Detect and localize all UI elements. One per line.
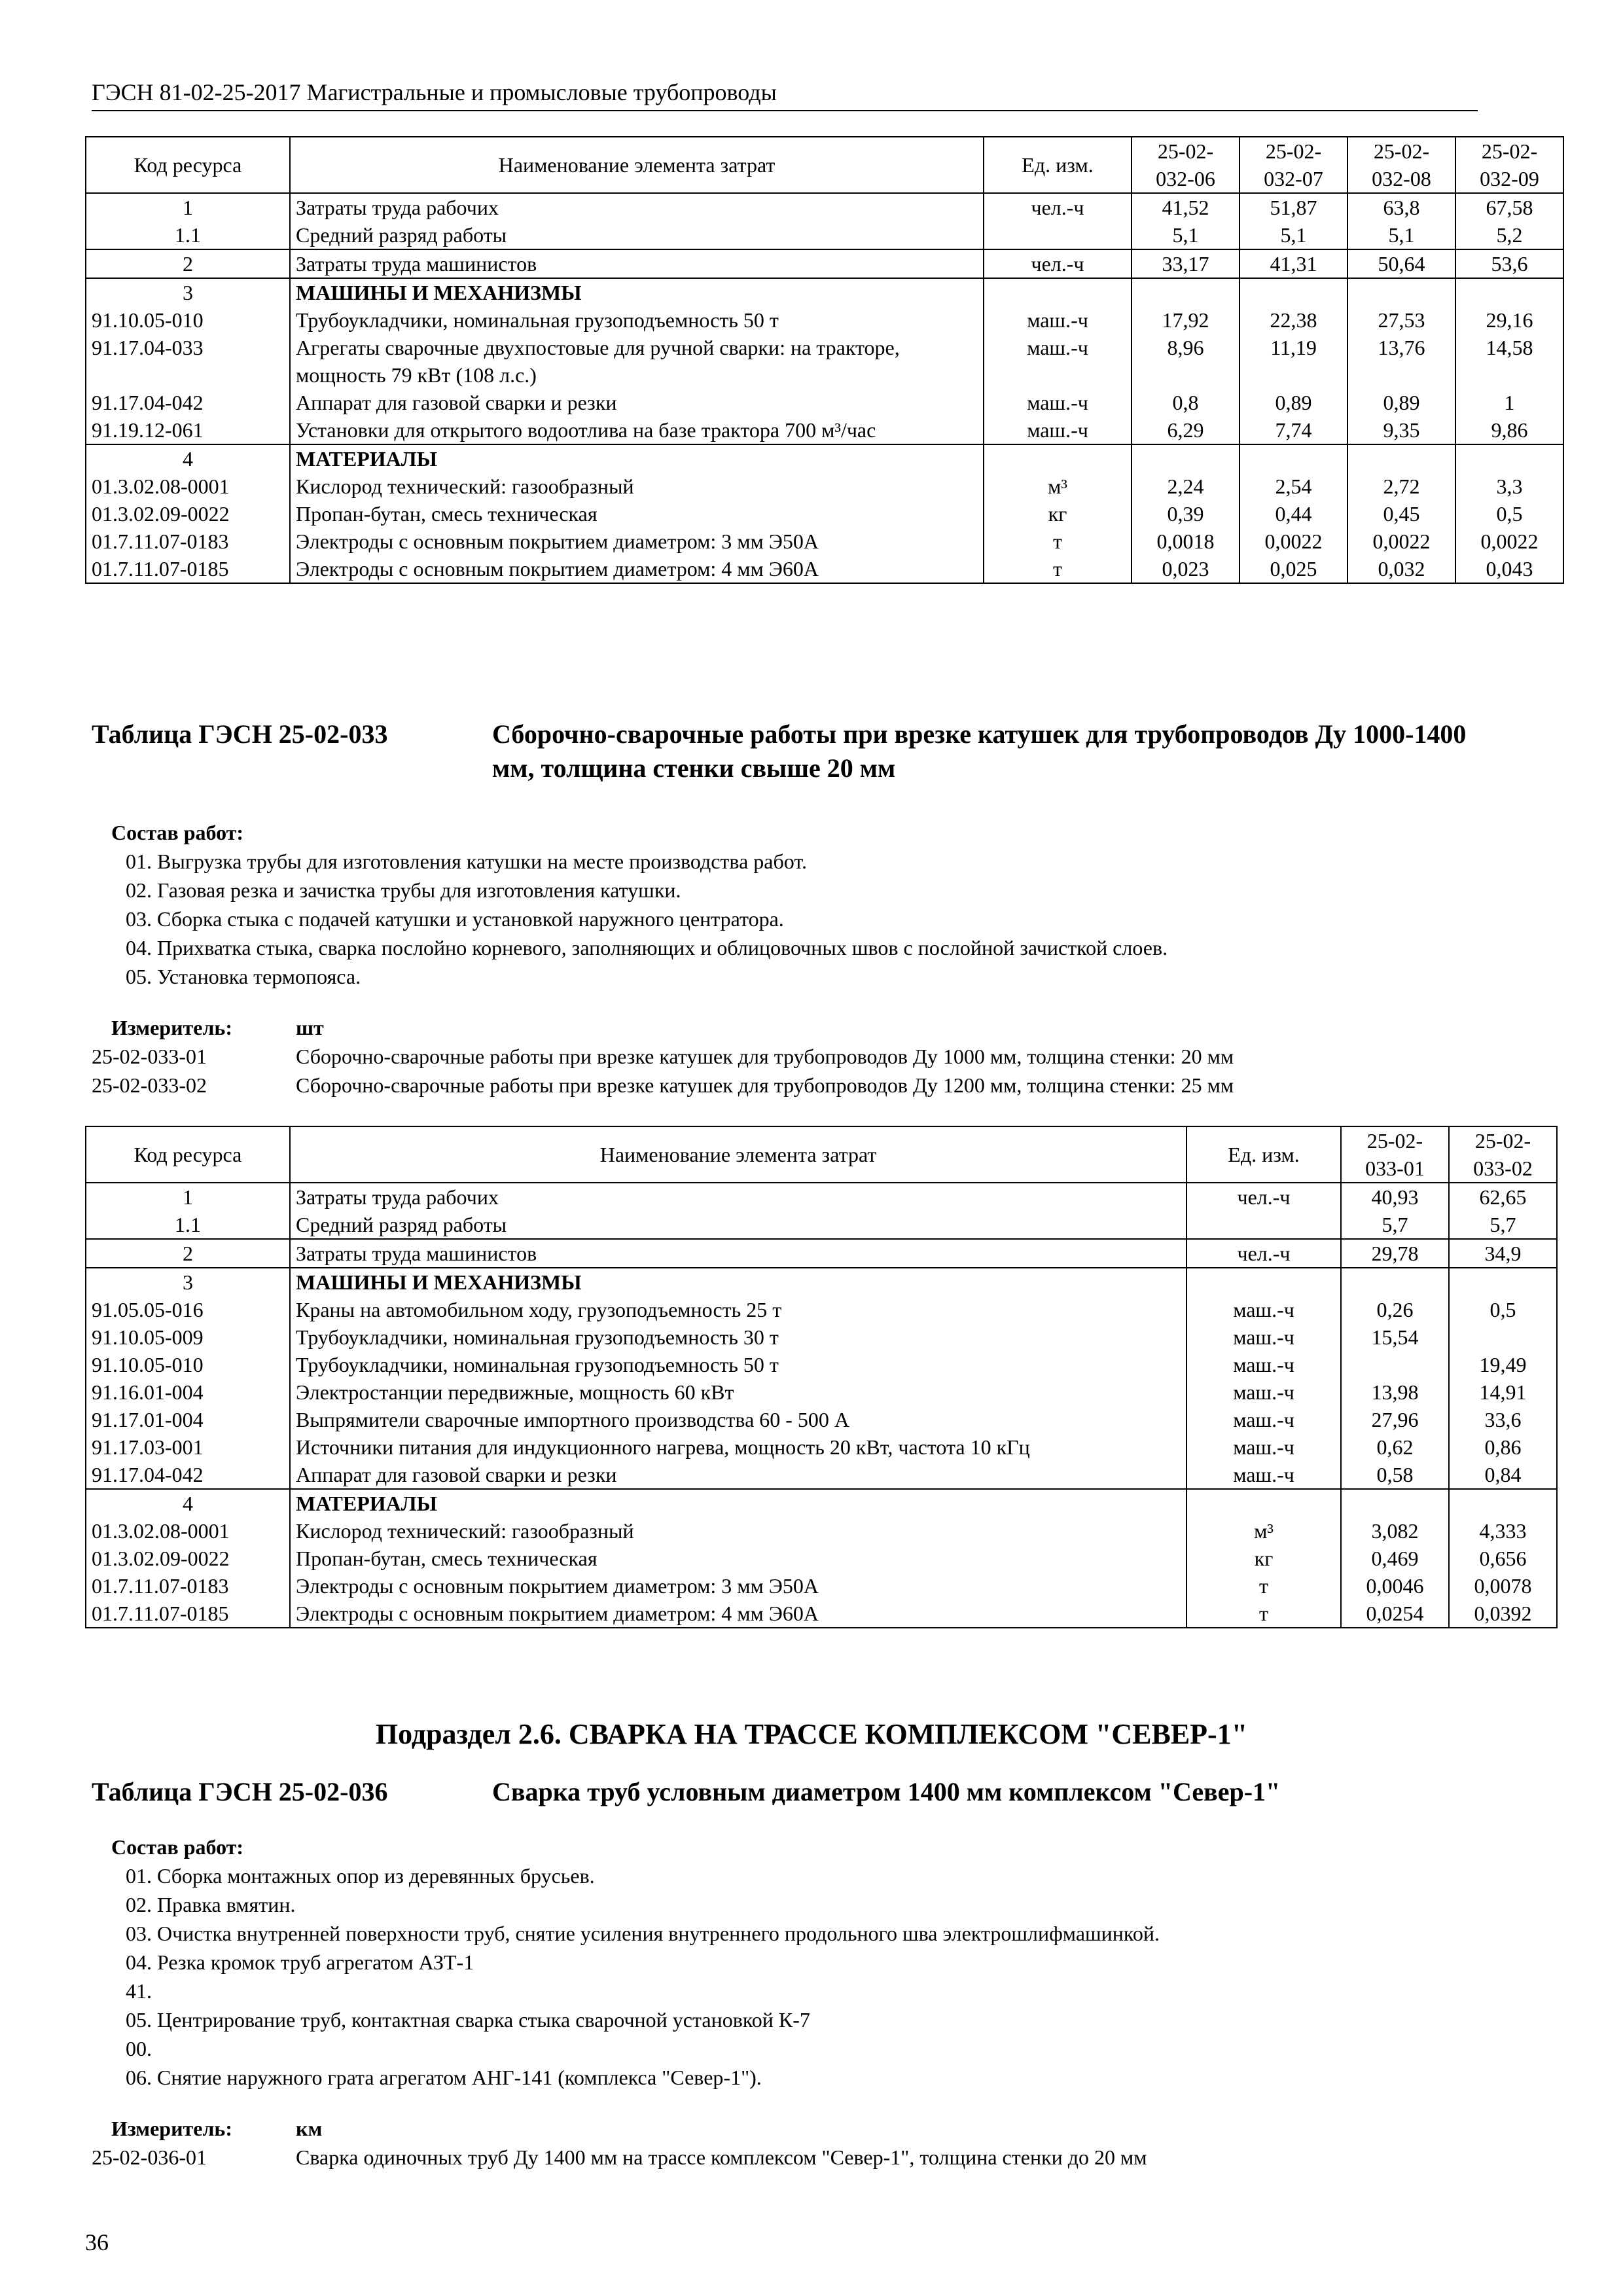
table-header (86, 1126, 1557, 1183)
value-cell: 0,0022 (1240, 528, 1347, 555)
cost-element-name: Электроды с основным покрытием диаметром: 4 мм Э60А (290, 555, 984, 583)
resource-code: 2 (86, 1239, 290, 1268)
table-row (86, 1545, 1557, 1572)
resource-code: 91.10.05-010 (86, 306, 290, 334)
table-row (86, 1406, 1557, 1433)
work-item: 05. Центрирование труб, контактная сварка стыка сварочной установкой К-7 (126, 2008, 810, 2032)
cost-element-name: Трубоукладчики, номинальная грузоподъемность 30 т (290, 1323, 1186, 1351)
works-list-033 (111, 818, 1168, 991)
value-cell: 2,54 (1240, 473, 1347, 500)
value-cell: 7,74 (1240, 416, 1347, 444)
value-cell: 41,52 (1132, 193, 1240, 221)
cost-element-name: МАШИНЫ И МЕХАНИЗМЫ (290, 278, 984, 306)
value-cell: 53,6 (1455, 249, 1563, 278)
table-body (86, 1183, 1557, 1628)
value-cell: 3,3 (1455, 473, 1563, 500)
value-cell: 15,54 (1341, 1323, 1449, 1351)
unit (984, 444, 1132, 473)
column-header: Ед. изм. (984, 137, 1132, 193)
works-list-036 (111, 1833, 1160, 2092)
value-cell (1341, 1489, 1449, 1517)
value-cell: 0,84 (1449, 1461, 1557, 1489)
value-cell: 51,87 (1240, 193, 1347, 221)
value-cell: 33,6 (1449, 1406, 1557, 1433)
page-number: 36 (85, 2229, 109, 2255)
cost-element-name: Затраты труда машинистов (290, 1239, 1186, 1268)
value-cell (1455, 278, 1563, 306)
resource-code: 2 (86, 249, 290, 278)
cost-element-name: Агрегаты сварочные двухпостовые для ручной сварки: на тракторе, мощность 79 кВт (108 л.с.) (290, 334, 984, 389)
unit: маш.-ч (1186, 1323, 1341, 1351)
table-title: Сборочно-сварочные работы при врезке катушек для трубопроводов Ду 1000-1400 мм, толщина стенки свыше 20 мм (492, 719, 1467, 783)
cost-element-name: Электроды с основным покрытием диаметром: 3 мм Э50А (290, 1572, 1186, 1600)
meter-block-036 (92, 2114, 1531, 2177)
value-cell: 40,93 (1341, 1183, 1449, 1211)
value-cell: 0,5 (1449, 1296, 1557, 1323)
resource-code: 4 (86, 1489, 290, 1517)
value-cell: 0,44 (1240, 500, 1347, 528)
cost-element-name: Краны на автомобильном ходу, грузоподъемность 25 т (290, 1296, 1186, 1323)
cost-element-name: Средний разряд работы (290, 221, 984, 249)
work-item: 06. Снятие наружного грата агрегатом АНГ-141 (комплекса "Север-1"). (126, 2066, 762, 2089)
value-cell: 0,62 (1341, 1433, 1449, 1461)
value-cell: 0,89 (1347, 389, 1455, 416)
value-cell: 5,1 (1240, 221, 1347, 249)
table-row (86, 1378, 1557, 1406)
value-cell: 0,043 (1455, 555, 1563, 583)
table-row (86, 500, 1563, 528)
column-header: 25-02- 032-08 (1347, 137, 1455, 193)
work-item: 05. Установка термопояса. (126, 965, 361, 988)
cost-element-name: Электроды с основным покрытием диаметром: 3 мм Э50А (290, 528, 984, 555)
value-cell: 13,98 (1341, 1378, 1449, 1406)
value-cell (1240, 444, 1347, 473)
resource-code: 91.17.04-033 (86, 334, 290, 389)
cost-element-name: Пропан-бутан, смесь техническая (290, 1545, 1186, 1572)
unit: кг (1186, 1545, 1341, 1572)
unit: маш.-ч (984, 306, 1132, 334)
resource-code: 01.7.11.07-0183 (86, 1572, 290, 1600)
resource-code: 91.05.05-016 (86, 1296, 290, 1323)
table-row (86, 306, 1563, 334)
value-cell: 0,0046 (1341, 1572, 1449, 1600)
table-body (86, 193, 1563, 583)
meter-block-033 (92, 1013, 1531, 1105)
resource-code: 01.3.02.08-0001 (86, 473, 290, 500)
unit: маш.-ч (1186, 1461, 1341, 1489)
table-row (86, 221, 1563, 249)
value-cell: 17,92 (1132, 306, 1240, 334)
resource-code: 1.1 (86, 221, 290, 249)
cost-element-name: Выпрямители сварочные импортного производства 60 - 500 А (290, 1406, 1186, 1433)
column-header: Код ресурса (86, 1126, 290, 1183)
meter-unit: км (296, 2117, 323, 2140)
resource-code: 01.3.02.09-0022 (86, 500, 290, 528)
value-cell: 11,19 (1240, 334, 1347, 389)
meter-label: Измеритель: (111, 1016, 232, 1039)
work-item: 04. Резка кромок труб агрегатом АЗТ-1 (126, 1950, 474, 1974)
resource-code: 01.7.11.07-0185 (86, 555, 290, 583)
cost-element-name: Затраты труда рабочих (290, 1183, 1186, 1211)
table-row (86, 473, 1563, 500)
value-cell: 41,31 (1240, 249, 1347, 278)
resource-code: 4 (86, 444, 290, 473)
table-row (86, 1461, 1557, 1489)
unit: чел.-ч (1186, 1183, 1341, 1211)
unit (1186, 1268, 1341, 1296)
value-cell: 14,91 (1449, 1378, 1557, 1406)
value-cell (1455, 444, 1563, 473)
table-row (86, 1572, 1557, 1600)
value-cell: 0,0254 (1341, 1600, 1449, 1628)
meter-desc: Сборочно-сварочные работы при врезке катушек для трубопроводов Ду 1200 мм, толщина стенки: 25 мм (296, 1073, 1234, 1097)
value-cell: 19,49 (1449, 1351, 1557, 1378)
table-row (86, 334, 1563, 389)
value-cell: 29,16 (1455, 306, 1563, 334)
value-cell: 2,24 (1132, 473, 1240, 500)
value-cell: 50,64 (1347, 249, 1455, 278)
resource-code: 01.3.02.08-0001 (86, 1517, 290, 1545)
unit: т (1186, 1600, 1341, 1628)
resource-code: 91.10.05-010 (86, 1351, 290, 1378)
value-cell: 22,38 (1240, 306, 1347, 334)
table-row (86, 416, 1563, 444)
column-header: Наименование элемента затрат (290, 1126, 1186, 1183)
work-item: 00. (126, 2037, 152, 2060)
value-cell: 5,2 (1455, 221, 1563, 249)
column-header: 25-02- 032-07 (1240, 137, 1347, 193)
meter-unit: шт (296, 1016, 324, 1039)
resource-table-032 (85, 136, 1564, 584)
value-cell: 0,0018 (1132, 528, 1240, 555)
column-header: Код ресурса (86, 137, 290, 193)
value-cell: 0,0022 (1455, 528, 1563, 555)
cost-element-name: МАТЕРИАЛЫ (290, 444, 984, 473)
value-cell: 9,86 (1455, 416, 1563, 444)
cost-element-name: Источники питания для индукционного нагрева, мощность 20 кВт, частота 10 кГц (290, 1433, 1186, 1461)
unit: м³ (1186, 1517, 1341, 1545)
running-header: ГЭСН 81-02-25-2017 Магистральные и промысловые трубопроводы (92, 77, 1478, 111)
work-item: 03. Сборка стыка с подачей катушки и установкой наружного центратора. (126, 907, 784, 931)
value-cell: 6,29 (1132, 416, 1240, 444)
table-row (86, 1433, 1557, 1461)
table-row (86, 528, 1563, 555)
resource-code: 91.19.12-061 (86, 416, 290, 444)
column-header: 25-02- 033-02 (1449, 1126, 1557, 1183)
value-cell: 0,58 (1341, 1461, 1449, 1489)
resource-code: 91.17.04-042 (86, 389, 290, 416)
value-cell: 1 (1455, 389, 1563, 416)
value-cell (1347, 278, 1455, 306)
cost-element-name: Аппарат для газовой сварки и резки (290, 1461, 1186, 1489)
works-title: Состав работ: (111, 821, 244, 844)
table-header (86, 137, 1563, 193)
resource-code: 01.7.11.07-0183 (86, 528, 290, 555)
table-row (86, 1489, 1557, 1517)
value-cell (1449, 1323, 1557, 1351)
value-cell (1341, 1268, 1449, 1296)
value-cell: 0,023 (1132, 555, 1240, 583)
work-item: 01. Выгрузка трубы для изготовления катушки на месте производства работ. (126, 850, 807, 873)
table-label: Таблица ГЭСН 25-02-036 (92, 1777, 388, 1806)
resource-code: 91.17.04-042 (86, 1461, 290, 1489)
value-cell: 67,58 (1455, 193, 1563, 221)
value-cell: 0,86 (1449, 1433, 1557, 1461)
table-row (86, 389, 1563, 416)
column-header: 25-02- 033-01 (1341, 1126, 1449, 1183)
unit (1186, 1489, 1341, 1517)
value-cell: 0,8 (1132, 389, 1240, 416)
resource-code: 3 (86, 278, 290, 306)
resource-code: 1.1 (86, 1211, 290, 1239)
value-cell: 13,76 (1347, 334, 1455, 389)
value-cell: 14,58 (1455, 334, 1563, 389)
value-cell (1240, 278, 1347, 306)
table-row (86, 1296, 1557, 1323)
unit: маш.-ч (984, 416, 1132, 444)
unit (1186, 1211, 1341, 1239)
resource-code: 1 (86, 1183, 290, 1211)
value-cell: 2,72 (1347, 473, 1455, 500)
unit: чел.-ч (984, 193, 1132, 221)
value-cell (1449, 1268, 1557, 1296)
value-cell (1449, 1489, 1557, 1517)
unit: кг (984, 500, 1132, 528)
value-cell (1341, 1351, 1449, 1378)
unit (984, 278, 1132, 306)
value-cell: 0,0022 (1347, 528, 1455, 555)
work-item: 02. Газовая резка и зачистка трубы для изготовления катушки. (126, 878, 681, 902)
unit: маш.-ч (1186, 1378, 1341, 1406)
table-row (86, 1351, 1557, 1378)
value-cell: 0,025 (1240, 555, 1347, 583)
meter-desc: Сварка одиночных труб Ду 1400 мм на трассе комплексом "Север-1", толщина стенки до 20 мм (296, 2145, 1147, 2169)
table-row (86, 1183, 1557, 1211)
table-row (86, 278, 1563, 306)
header-row (86, 137, 1563, 193)
unit: маш.-ч (984, 389, 1132, 416)
value-cell: 0,26 (1341, 1296, 1449, 1323)
resource-code: 91.17.01-004 (86, 1406, 290, 1433)
cost-element-name: Кислород технический: газообразный (290, 473, 984, 500)
table-row (86, 1268, 1557, 1296)
table-title: Сварка труб условным диаметром 1400 мм комплексом "Север-1" (492, 1777, 1281, 1806)
work-item: 41. (126, 1979, 152, 2003)
value-cell: 9,35 (1347, 416, 1455, 444)
resource-table-033 (85, 1126, 1558, 1628)
unit: м³ (984, 473, 1132, 500)
value-cell: 5,7 (1341, 1211, 1449, 1239)
cost-element-name: Трубоукладчики, номинальная грузоподъемность 50 т (290, 1351, 1186, 1378)
resource-code: 3 (86, 1268, 290, 1296)
table-row (86, 1600, 1557, 1628)
column-header: Наименование элемента затрат (290, 137, 984, 193)
column-header: 25-02- 032-09 (1455, 137, 1563, 193)
value-cell: 27,53 (1347, 306, 1455, 334)
resource-code: 01.7.11.07-0185 (86, 1600, 290, 1628)
value-cell (1347, 444, 1455, 473)
meter-code: 25-02-033-01 (92, 1045, 207, 1068)
value-cell: 29,78 (1341, 1239, 1449, 1268)
table-row (86, 1211, 1557, 1239)
value-cell: 5,1 (1132, 221, 1240, 249)
value-cell: 27,96 (1341, 1406, 1449, 1433)
value-cell: 3,082 (1341, 1517, 1449, 1545)
table-row (86, 193, 1563, 221)
work-item: 03. Очистка внутренней поверхности труб, снятие усиления внутреннего продольного шва электрошлифмашинкой. (126, 1922, 1160, 1945)
resource-code: 91.10.05-009 (86, 1323, 290, 1351)
unit: т (984, 528, 1132, 555)
meter-code: 25-02-033-02 (92, 1073, 207, 1097)
value-cell (1132, 278, 1240, 306)
work-item: 04. Прихватка стыка, сварка послойно корневого, заполняющих и облицовочных швов с послойной зачисткой слоев. (126, 936, 1168, 960)
unit: т (1186, 1572, 1341, 1600)
work-item: 02. Правка вмятин. (126, 1893, 296, 1916)
unit: т (984, 555, 1132, 583)
value-cell: 0,032 (1347, 555, 1455, 583)
meter-desc: Сборочно-сварочные работы при врезке катушек для трубопроводов Ду 1000 мм, толщина стенки: 20 мм (296, 1045, 1234, 1068)
cost-element-name: Затраты труда рабочих (290, 193, 984, 221)
table-row (86, 1323, 1557, 1351)
unit: чел.-ч (984, 249, 1132, 278)
value-cell: 5,7 (1449, 1211, 1557, 1239)
cost-element-name: Электростанции передвижные, мощность 60 кВт (290, 1378, 1186, 1406)
resource-code: 1 (86, 193, 290, 221)
cost-element-name: Электроды с основным покрытием диаметром: 4 мм Э60А (290, 1600, 1186, 1628)
subsection-title: Подраздел 2.6. СВАРКА НА ТРАССЕ КОМПЛЕКСОМ "СЕВЕР-1" (375, 1718, 1248, 1750)
cost-element-name: Пропан-бутан, смесь техническая (290, 500, 984, 528)
table-row (86, 444, 1563, 473)
work-item: 01. Сборка монтажных опор из деревянных брусьев. (126, 1864, 595, 1888)
value-cell: 0,656 (1449, 1545, 1557, 1572)
value-cell (1132, 444, 1240, 473)
value-cell: 0,39 (1132, 500, 1240, 528)
resource-code: 91.17.03-001 (86, 1433, 290, 1461)
cost-element-name: Кислород технический: газообразный (290, 1517, 1186, 1545)
meter-code: 25-02-036-01 (92, 2145, 207, 2169)
table-row (86, 555, 1563, 583)
cost-element-name: Затраты труда машинистов (290, 249, 984, 278)
table-row (86, 1239, 1557, 1268)
value-cell: 0,0078 (1449, 1572, 1557, 1600)
resource-code: 01.3.02.09-0022 (86, 1545, 290, 1572)
value-cell: 4,333 (1449, 1517, 1557, 1545)
table-row (86, 1517, 1557, 1545)
column-header: 25-02- 032-06 (1132, 137, 1240, 193)
works-title: Состав работ: (111, 1835, 244, 1859)
value-cell: 0,5 (1455, 500, 1563, 528)
value-cell: 33,17 (1132, 249, 1240, 278)
cost-element-name: Трубоукладчики, номинальная грузоподъемность 50 т (290, 306, 984, 334)
unit: маш.-ч (1186, 1296, 1341, 1323)
cost-element-name: МАТЕРИАЛЫ (290, 1489, 1186, 1517)
meter-label: Измеритель: (111, 2117, 232, 2140)
value-cell: 0,45 (1347, 500, 1455, 528)
unit: маш.-ч (1186, 1351, 1341, 1378)
column-header: Ед. изм. (1186, 1126, 1341, 1183)
unit (984, 221, 1132, 249)
unit: маш.-ч (1186, 1433, 1341, 1461)
value-cell: 0,89 (1240, 389, 1347, 416)
unit: маш.-ч (1186, 1406, 1341, 1433)
cost-element-name: Установки для открытого водоотлива на базе трактора 700 м³/час (290, 416, 984, 444)
value-cell: 8,96 (1132, 334, 1240, 389)
table-row (86, 249, 1563, 278)
value-cell: 0,469 (1341, 1545, 1449, 1572)
value-cell: 63,8 (1347, 193, 1455, 221)
cost-element-name: МАШИНЫ И МЕХАНИЗМЫ (290, 1268, 1186, 1296)
cost-element-name: Аппарат для газовой сварки и резки (290, 389, 984, 416)
value-cell: 5,1 (1347, 221, 1455, 249)
table-label: Таблица ГЭСН 25-02-033 (92, 719, 388, 749)
value-cell: 62,65 (1449, 1183, 1557, 1211)
cost-element-name: Средний разряд работы (290, 1211, 1186, 1239)
unit: маш.-ч (984, 334, 1132, 389)
value-cell: 34,9 (1449, 1239, 1557, 1268)
unit: чел.-ч (1186, 1239, 1341, 1268)
value-cell: 0,0392 (1449, 1600, 1557, 1628)
header-row (86, 1126, 1557, 1183)
resource-code: 91.16.01-004 (86, 1378, 290, 1406)
